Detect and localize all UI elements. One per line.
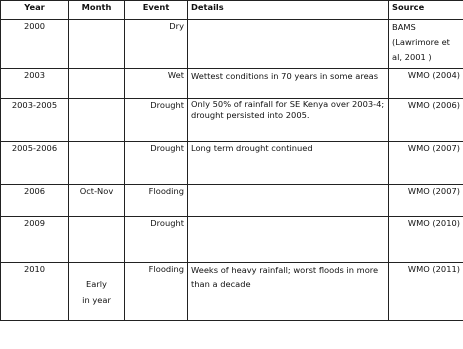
event-cell: Flooding bbox=[125, 185, 188, 217]
header-source: Source bbox=[389, 1, 463, 20]
month-cell bbox=[69, 99, 125, 142]
year-cell: 2005-2006 bbox=[1, 142, 69, 185]
table-row bbox=[1, 99, 463, 142]
year-cell: 2006 bbox=[1, 185, 69, 217]
table-row bbox=[1, 185, 463, 217]
source-cell: WMO (2006) bbox=[389, 99, 463, 142]
month-cell bbox=[69, 142, 125, 185]
header-year: Year bbox=[1, 1, 69, 20]
year-cell: 2009 bbox=[1, 217, 69, 263]
year-cell: 2010 bbox=[1, 263, 69, 321]
event-cell: Wet bbox=[125, 69, 188, 99]
year-cell: 2000 bbox=[1, 20, 69, 69]
source-cell: WMO (2004) bbox=[389, 69, 463, 99]
year-cell: 2003 bbox=[1, 69, 69, 99]
month-cell: Oct-Nov bbox=[69, 185, 125, 217]
details-cell bbox=[188, 217, 389, 263]
header-event: Event bbox=[125, 1, 188, 20]
source-cell: WMO (2007) bbox=[389, 185, 463, 217]
details-cell bbox=[188, 185, 389, 217]
table-row bbox=[1, 142, 463, 185]
source-cell: WMO (2011) bbox=[389, 263, 463, 321]
month-cell bbox=[69, 69, 125, 99]
month-cell bbox=[69, 20, 125, 69]
header-details: Details bbox=[188, 1, 389, 20]
details-cell: Wettest conditions in 70 years in some areas bbox=[188, 69, 389, 99]
event-cell: Drought bbox=[125, 99, 188, 142]
month-cell bbox=[69, 217, 125, 263]
event-cell: Dry bbox=[125, 20, 188, 69]
year-cell: 2003-2005 bbox=[1, 99, 69, 142]
header-month: Month bbox=[69, 1, 125, 20]
details-cell: Weeks of heavy rainfall; worst floods in more than a decade bbox=[188, 263, 389, 321]
event-cell: Flooding bbox=[125, 263, 188, 321]
details-cell bbox=[188, 20, 389, 69]
details-cell: Only 50% of rainfall for SE Kenya over 2003-4; drought persisted into 2005. bbox=[188, 99, 389, 142]
table-row bbox=[1, 69, 463, 99]
table-row bbox=[1, 263, 463, 321]
event-cell: Drought bbox=[125, 217, 188, 263]
source-cell: WMO (2010) bbox=[389, 217, 463, 263]
header-row bbox=[1, 1, 463, 20]
table-row bbox=[1, 20, 463, 69]
source-cell: BAMS (Lawrimore et al, 2001 ) bbox=[389, 20, 463, 69]
source-cell: WMO (2007) bbox=[389, 142, 463, 185]
table-row bbox=[1, 217, 463, 263]
event-cell: Drought bbox=[125, 142, 188, 185]
details-cell: Long term drought continued bbox=[188, 142, 389, 185]
month-cell: Early in year bbox=[69, 263, 125, 321]
